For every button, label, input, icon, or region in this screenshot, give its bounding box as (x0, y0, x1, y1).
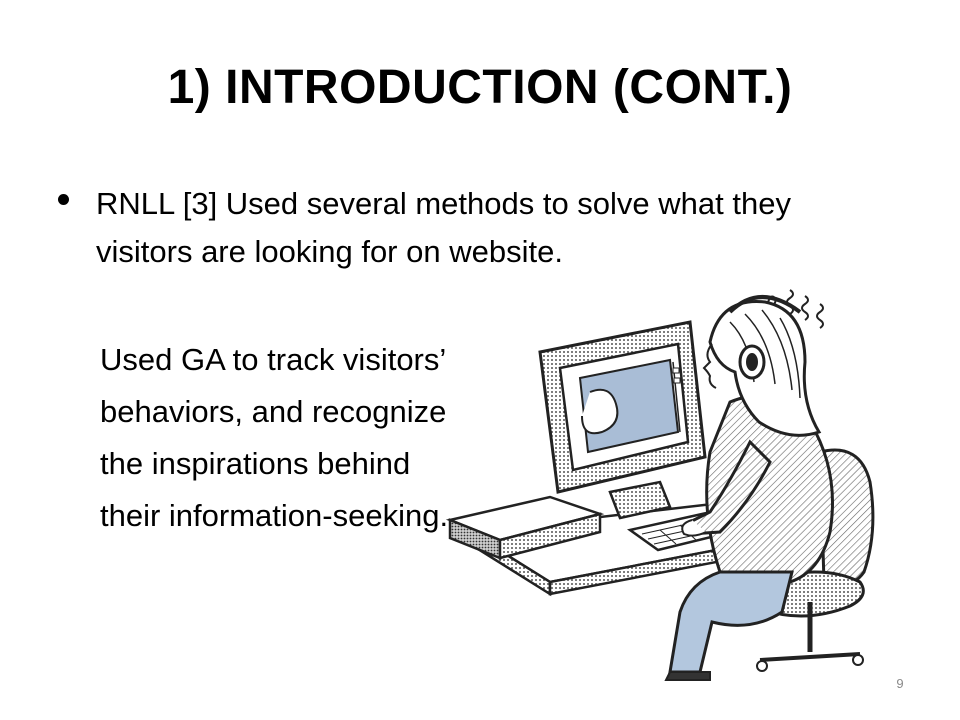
body-text (100, 334, 570, 542)
bullet-text: RNLL [3] Used several methods to solve what they visitors are looking for on website. (96, 186, 791, 269)
page-number: 9 (896, 676, 904, 691)
body-line: behaviors, and recognize (100, 394, 447, 429)
slide-title: 1) INTRODUCTION (CONT.) (167, 61, 793, 114)
body-line: Used GA to track visitors’ (100, 342, 447, 377)
body-line: the inspirations behind (100, 446, 411, 481)
body-line: their information-seeking. (100, 498, 449, 533)
bullet-dot-icon (58, 194, 69, 205)
